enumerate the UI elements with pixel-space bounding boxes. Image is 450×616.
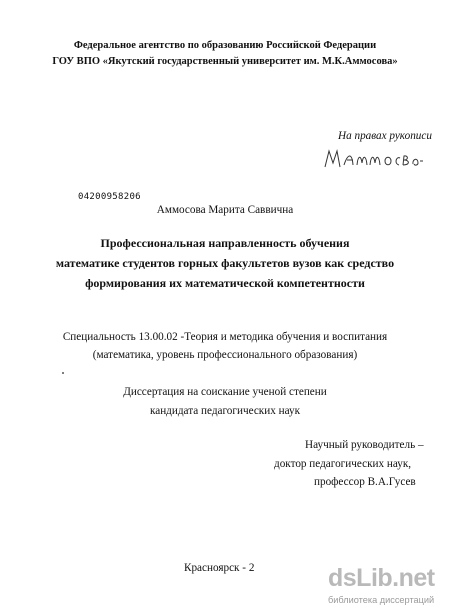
- title-line-1: Профессиональная направленность обучения: [100, 236, 350, 250]
- speck-mark: [62, 372, 64, 374]
- supervisor-line-3: профессор В.А.Гусев: [314, 476, 416, 488]
- specialty-line-2: (математика, уровень профессионального образования): [92, 349, 358, 361]
- title-line-3: формирования их математической компетентности: [85, 276, 365, 290]
- rights-note: На правах рукописи: [338, 130, 432, 142]
- university-heading: ГОУ ВПО «Якутский государственный университет им. М.К.Аммосова»: [52, 56, 398, 67]
- watermark-logo: dsLib.net: [328, 564, 435, 592]
- barcode-number: 04200958206: [78, 192, 141, 202]
- dissertation-line-1: Диссертация на соискание ученой степени: [123, 386, 327, 398]
- supervisor-line-2: доктор педагогических наук,: [274, 458, 412, 470]
- watermark-tagline: библиотека диссертаций: [328, 595, 435, 605]
- agency-heading: Федеральное агентство по образованию Российской Федерации: [73, 40, 377, 51]
- handwritten-signature: [322, 143, 427, 173]
- title-line-2: математике студентов горных факультетов вузов как средство: [55, 256, 395, 270]
- dslib-watermark: [328, 564, 446, 612]
- supervisor-line-1: Научный руководитель –: [305, 439, 424, 451]
- author-name: Аммосова Марита Саввична: [156, 204, 294, 216]
- specialty-line-1: Специальность 13.00.02 -Теория и методика обучения и воспитания: [62, 331, 388, 343]
- dissertation-line-2: кандидата педагогических наук: [149, 405, 301, 417]
- city-year: Красноярск - 2: [184, 562, 255, 574]
